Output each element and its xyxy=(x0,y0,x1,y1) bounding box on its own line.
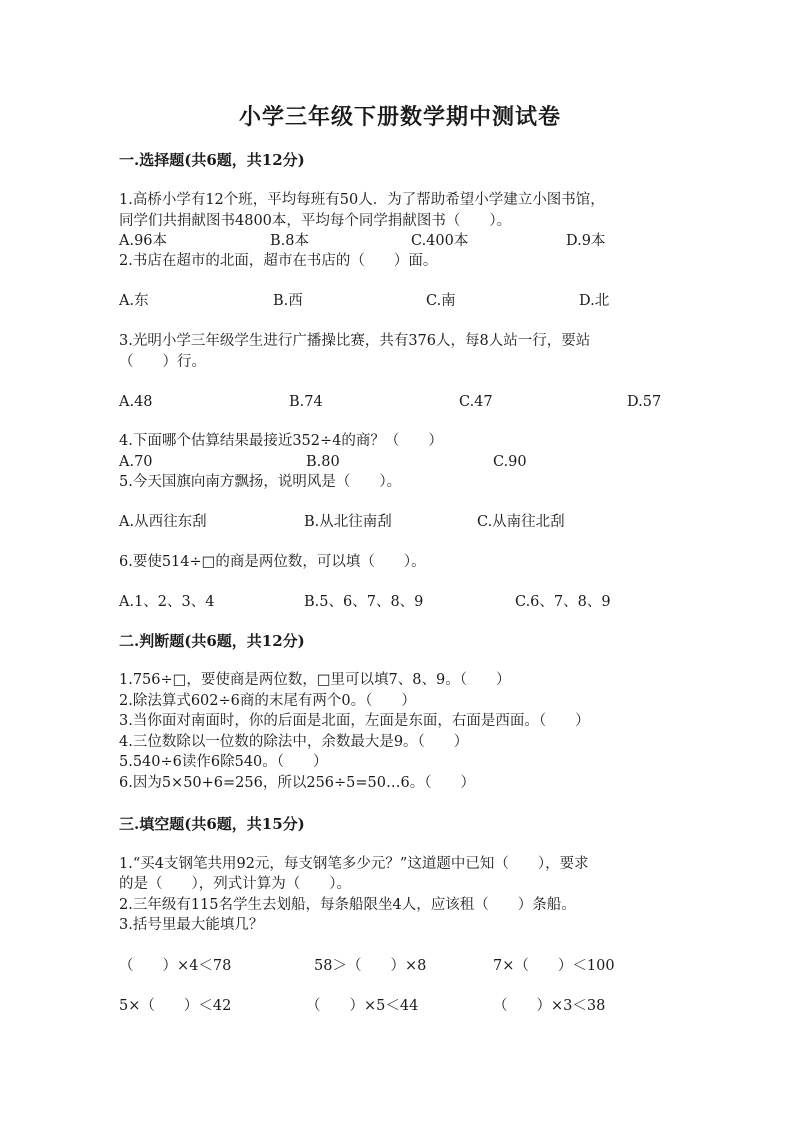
question-5-line-1: 5.今天国旗向南方飘扬，说明风是（ ）。 xyxy=(119,474,402,490)
fill-blank-5: （ ）×5＜44 xyxy=(306,998,419,1014)
fill-blank-6: （ ）×3＜38 xyxy=(493,998,606,1014)
page-title: 小学三年级下册数学期中测试卷 xyxy=(238,104,561,130)
judgement-item-4: 4.三位数除以一位数的除法中，余数最大是9。（ ） xyxy=(119,734,469,750)
question-1-line-1: 1.高桥小学有12个班，平均每班有50人．为了帮助希望小学建立小图书馆， xyxy=(119,192,605,208)
q1-option-b: B.8本 xyxy=(270,233,309,249)
q1-option-c: C.400本 xyxy=(411,233,469,249)
fill-blank-4: 5×（ ）＜42 xyxy=(119,998,232,1014)
fill-blank-3: 7×（ ）＜100 xyxy=(493,958,615,974)
q4-option-b: B.80 xyxy=(306,454,340,470)
question-3-line-1: 3.光明小学三年级学生进行广播操比赛，共有376人，每8人站一行，要站 xyxy=(119,333,591,349)
q5-option-c: C.从南往北刮 xyxy=(477,514,565,530)
q3-option-a: A.48 xyxy=(119,394,153,410)
q4-option-a: A.70 xyxy=(119,454,153,470)
q6-option-c: C.6、7、8、9 xyxy=(515,594,611,610)
section-heading-choice: 一.选择题(共6题，共12分) xyxy=(119,151,305,169)
judgement-item-5: 5.540÷6读作6除540。（ ） xyxy=(119,754,328,770)
fill-item-1-line-1: 1.“买4支钢笔共用92元，每支钢笔多少元？”这道题中已知（ ），要求 xyxy=(119,856,589,872)
judgement-item-1: 1.756÷□，要使商是两位数，□里可以填7、8、9。（ ） xyxy=(119,672,511,688)
q6-option-b: B.5、6、7、8、9 xyxy=(304,594,424,610)
fill-blank-2: 58＞（ ）×8 xyxy=(314,958,427,974)
q3-option-d: D.57 xyxy=(627,394,662,410)
section-heading-judgement: 二.判断题(共6题，共12分) xyxy=(119,632,305,650)
question-3-line-2: （ ）行。 xyxy=(119,354,206,370)
fill-item-3: 3.括号里最大能填几？ xyxy=(119,917,264,933)
q3-option-b: B.74 xyxy=(289,394,323,410)
judgement-item-2: 2.除法算式602÷6商的末尾有两个0。（ ） xyxy=(119,693,416,709)
question-4-line-1: 4.下面哪个估算结果最接近352÷4的商？（ ） xyxy=(119,433,443,449)
q5-option-b: B.从北往南刮 xyxy=(304,514,392,530)
question-2-line-1: 2.书店在超市的北面，超市在书店的（ ）面。 xyxy=(119,253,438,269)
judgement-item-3: 3.当你面对南面时，你的后面是北面，左面是东面，右面是西面。（ ） xyxy=(119,713,590,729)
q2-option-b: B.西 xyxy=(273,293,303,309)
q1-option-a: A.96本 xyxy=(119,233,168,249)
q6-option-a: A.1、2、3、4 xyxy=(119,594,215,610)
q1-option-d: D.9本 xyxy=(566,233,606,249)
section-heading-fill: 三.填空题(共6题，共15分) xyxy=(119,815,305,833)
q5-option-a: A.从西往东刮 xyxy=(119,514,207,530)
fill-blank-1: （ ）×4＜78 xyxy=(119,958,232,974)
q4-option-c: C.90 xyxy=(493,454,527,470)
question-6-line-1: 6.要使514÷□的商是两位数，可以填（ ）。 xyxy=(119,554,426,570)
fill-item-1-line-2: 的是（ ），列式计算为（ ）。 xyxy=(119,876,351,892)
q2-option-c: C.南 xyxy=(426,293,456,309)
fill-item-2: 2.三年级有115名学生去划船，每条船限坐4人，应该租（ ）条船。 xyxy=(119,897,576,913)
question-1-line-2: 同学们共捐献图书4800本，平均每个同学捐献图书（ ）。 xyxy=(119,213,512,229)
judgement-item-6: 6.因为5×50+6=256，所以256÷5=50…6。（ ） xyxy=(119,775,475,791)
q2-option-d: D.北 xyxy=(579,293,610,309)
q2-option-a: A.东 xyxy=(119,293,149,309)
q3-option-c: C.47 xyxy=(459,394,493,410)
